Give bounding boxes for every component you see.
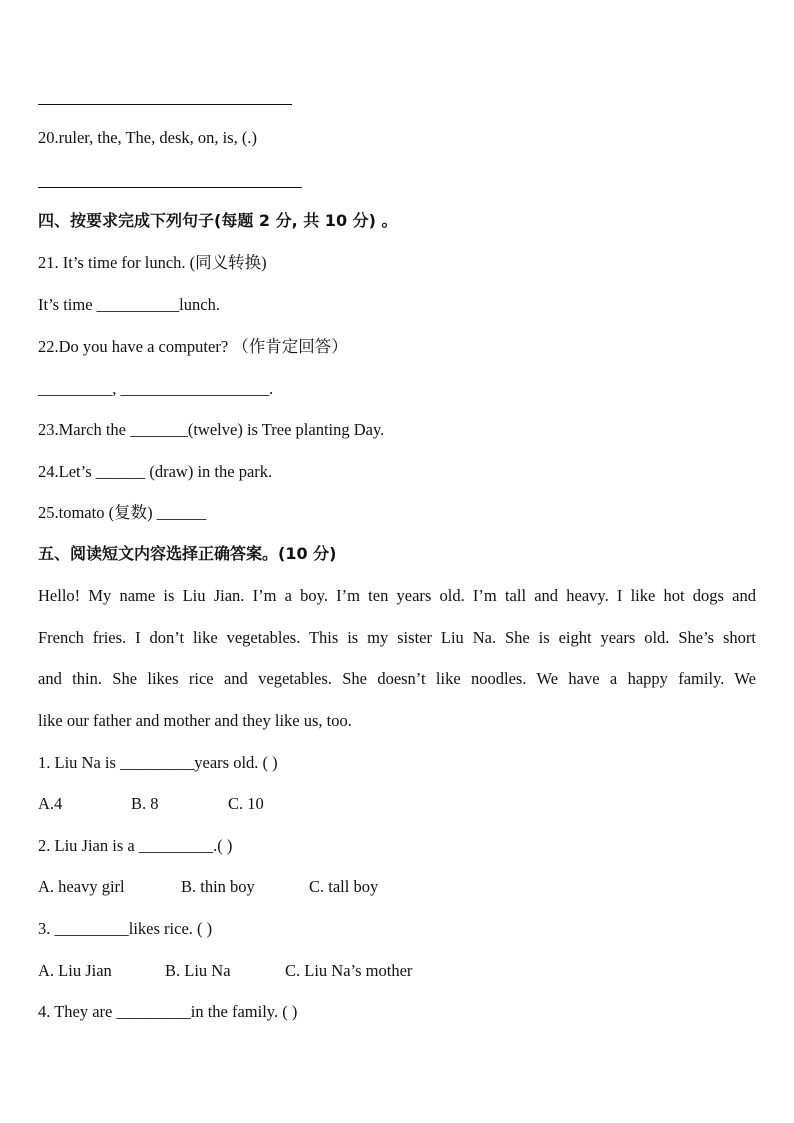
reading-1-option-c: C. 10 — [228, 794, 264, 813]
passage-line-3: and thin. She likes rice and vegetables. She doesn’t like noodles. We have a happy family. We — [38, 669, 756, 688]
reading-3-option-b: B. Liu Na — [165, 961, 231, 980]
reading-3-option-c: C. Liu Na’s mother — [285, 961, 413, 980]
passage-line-1: Hello! My name is Liu Jian. I’m a boy. I’m ten years old. I’m tall and heavy. I like hot dogs and — [38, 586, 756, 605]
reading-2-option-b: B. thin boy — [181, 877, 255, 896]
answer-line-20 — [38, 187, 302, 188]
question-23: 23.March the _______(twelve) is Tree planting Day. — [38, 420, 385, 439]
reading-question-1: 1. Liu Na is _________years old. ( ) — [38, 753, 278, 772]
question-20: 20.ruler, the, The, desk, on, is, (.) — [38, 128, 257, 147]
reading-2-option-c: C. tall boy — [309, 877, 379, 896]
question-21: 21. It’s time for lunch. (同义转换) — [38, 253, 267, 272]
reading-question-3: 3. _________likes rice. ( ) — [38, 919, 213, 938]
section-5-title: 五、阅读短文内容选择正确答案。(10 分) — [38, 544, 337, 563]
section-4-title: 四、按要求完成下列句子(每题 2 分, 共 10 分) 。 — [38, 211, 398, 230]
answer-line-19 — [38, 104, 292, 105]
passage-line-2: French fries. I don’t like vegetables. This is my sister Liu Na. She is eight years old. She’s short — [38, 628, 756, 647]
question-24: 24.Let’s ______ (draw) in the park. — [38, 462, 273, 481]
question-21-answer: It’s time __________lunch. — [38, 295, 220, 314]
reading-question-4: 4. They are _________in the family. ( ) — [38, 1002, 298, 1021]
reading-2-option-a: A. heavy girl — [38, 877, 125, 896]
reading-3-option-a: A. Liu Jian — [38, 961, 112, 980]
question-25: 25.tomato (复数) ______ — [38, 503, 207, 522]
question-22-answer: _________, __________________. — [38, 379, 274, 398]
question-22: 22.Do you have a computer? （作肯定回答） — [38, 337, 348, 356]
passage-line-4: like our father and mother and they like us, too. — [38, 711, 352, 730]
reading-question-2: 2. Liu Jian is a _________.( ) — [38, 836, 233, 855]
reading-1-option-b: B. 8 — [131, 794, 159, 813]
reading-1-option-a: A.4 — [38, 794, 63, 813]
